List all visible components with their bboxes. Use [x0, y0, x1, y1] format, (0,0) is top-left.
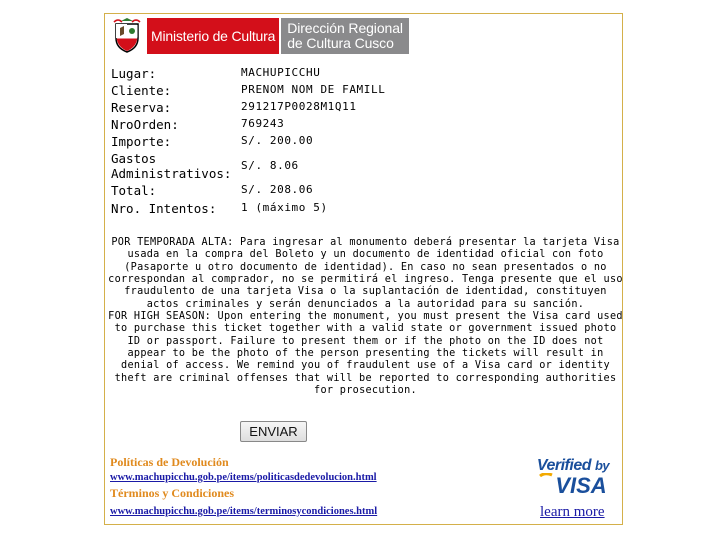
ministry-name: Ministerio de Cultura: [147, 18, 279, 54]
visa-word: VISA: [555, 473, 607, 498]
region-line-1: Dirección Regional: [287, 20, 403, 36]
intentos-label: Nro. Intentos:: [111, 201, 217, 216]
notice-spanish: POR TEMPORADA ALTA: Para ingresar al monumento deberá presentar la tarjeta Visa usada en la compra del Boleto y un documento de identidad oficial con foto (Pasaporte u otro documento de identidad). En caso no sean presentados o no correspondan al comprador, no se permitirá el ingreso. Tenga presente que el uso fraudulento de una tarjeta Visa o la suplantación de identidad, constituyen actos criminales y serán denunciados a la autoridad para su sanción.: [108, 237, 623, 310]
verified-word: Verified: [536, 457, 591, 474]
verified-text: [528, 457, 618, 474]
nroorden-label: NroOrden:: [111, 117, 179, 132]
gastos-label: [111, 151, 239, 181]
reserva-label: Reserva:: [111, 100, 172, 115]
gastos-label-line-2: Administrativos:: [111, 166, 232, 181]
importe-label: Importe:: [111, 134, 172, 149]
terms-title: Términos y Condiciones: [110, 486, 235, 500]
gastos-value: S/. 8.06: [241, 159, 299, 172]
verified-by-visa-logo: [528, 457, 618, 498]
regional-direction: [281, 18, 409, 54]
refund-policy-title: Políticas de Devolución: [110, 455, 229, 469]
terms-link[interactable]: www.machupicchu.gob.pe/items/terminosycondiciones.html: [110, 506, 378, 517]
notice-english: FOR HIGH SEASON: Upon entering the monument, you must present the Visa card used to purchase this ticket together with a valid state or government issued photo ID or passport. Failure to present them or if the photo on the ID does not appear to be the photo of the person presenting the tickets will result in denial of access. We remind you of fraudulent use of a Visa card or identity theft are criminal offenses that will be reported to corresponding authorities for prosecution.: [108, 311, 623, 397]
by-word: by: [594, 458, 610, 473]
cliente-label: Cliente:: [111, 83, 172, 98]
total-label: Total:: [111, 183, 157, 198]
reserva-value: 291217P0028M1Q11: [241, 100, 357, 113]
nroorden-value: 769243: [241, 117, 285, 130]
gastos-label-line-1: Gastos: [111, 151, 157, 166]
learn-more-link[interactable]: learn more: [540, 504, 605, 520]
cliente-value: PRENOM NOM DE FAMILL: [241, 83, 386, 96]
visa-brand: [528, 475, 618, 498]
ministry-logo: [112, 18, 409, 54]
region-line-2: de Cultura Cusco: [287, 35, 394, 51]
lugar-value: MACHUPICCHU: [241, 66, 321, 79]
submit-button[interactable]: ENVIAR: [240, 421, 307, 442]
refund-policy-link[interactable]: www.machupicchu.gob.pe/items/politicasdedevolucion.html: [110, 472, 377, 483]
intentos-value: 1 (máximo 5): [241, 201, 328, 214]
high-season-notice: [108, 237, 623, 397]
importe-value: S/. 200.00: [241, 134, 314, 147]
visa-swoosh-icon: [539, 473, 553, 483]
total-value: S/. 208.06: [241, 183, 314, 196]
peru-crest-icon: [112, 18, 142, 54]
lugar-label: Lugar:: [111, 66, 157, 81]
